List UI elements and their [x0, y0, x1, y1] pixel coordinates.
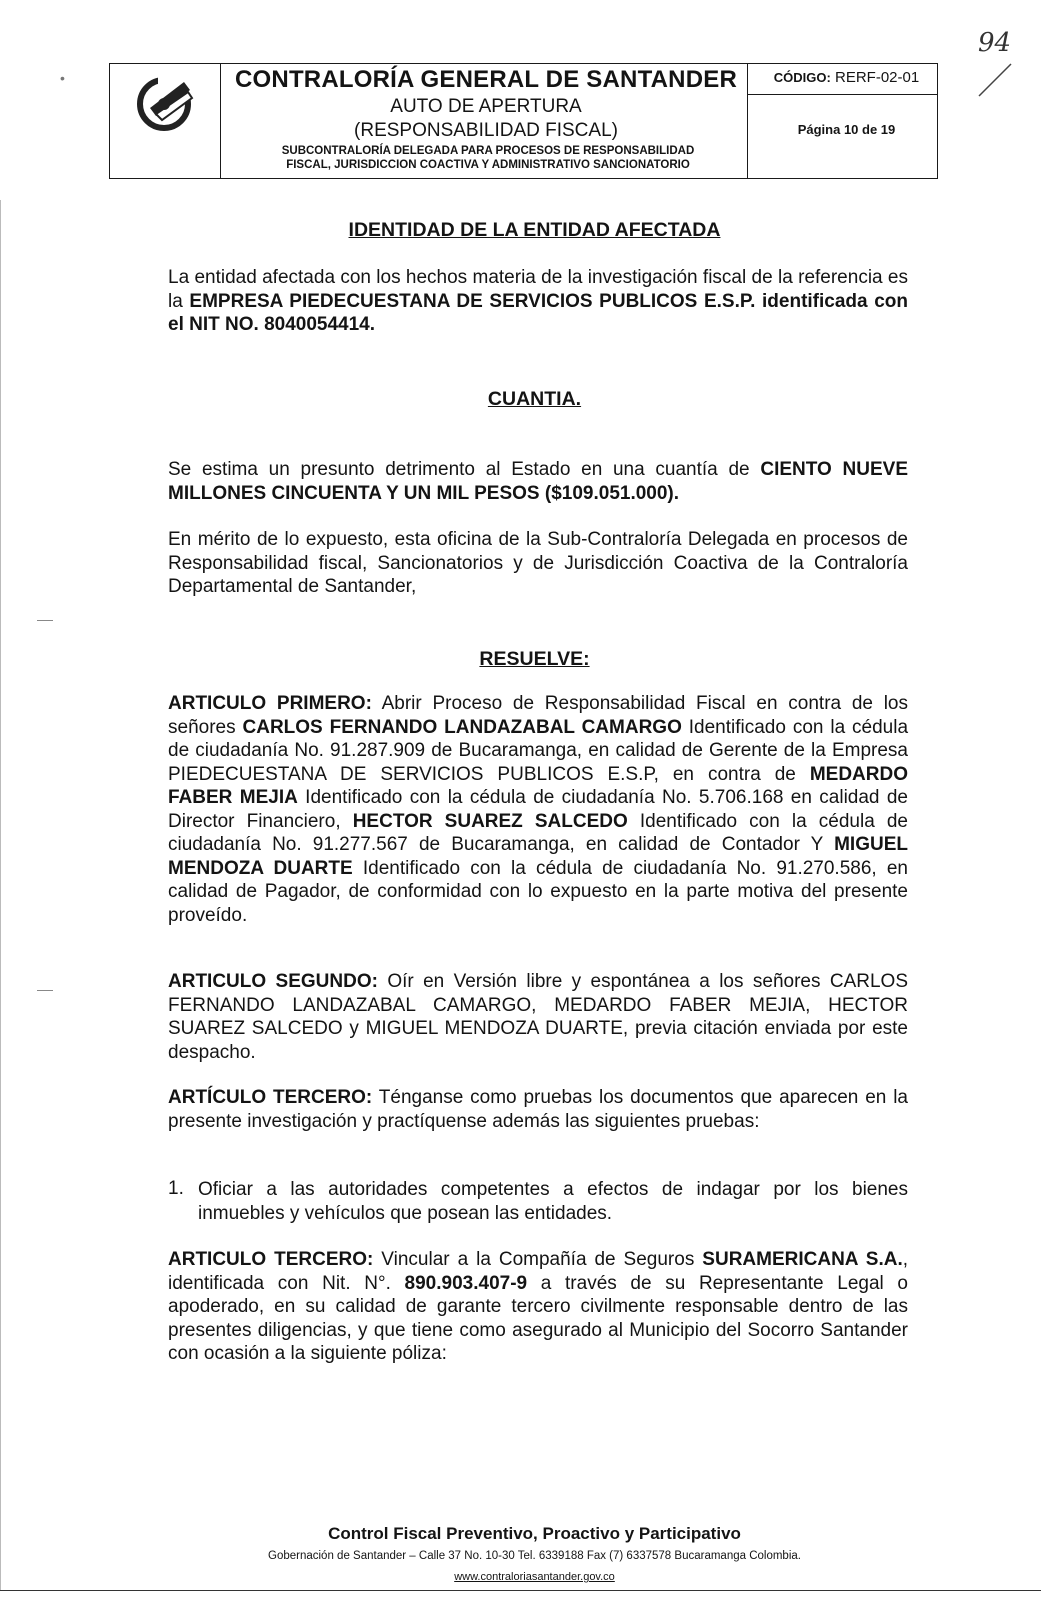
cuantia-amount: CIENTO NUEVE MILLONES CINCUENTA Y UN MIL PESOS ($109.051.000).	[168, 459, 908, 504]
margin-mark-1	[37, 620, 53, 621]
doc-subtype: (RESPONSABILIDAD FISCAL)	[354, 120, 618, 141]
org-name: CONTRALORÍA GENERAL DE SANTANDER	[235, 66, 737, 93]
footer-rule	[0, 1590, 1041, 1591]
cuantia-paragraph	[168, 458, 908, 505]
article-tercero-text: Ténganse como pruebas los documentos que aparecen en la presente investigación y practíquense además las siguientes pruebas:	[168, 1087, 908, 1132]
person-name-4: MIGUEL MENDOZA DUARTE	[168, 834, 908, 879]
vinculacion-text-1: Vincular a la Compañía de Seguros	[373, 1249, 703, 1270]
footer-address: Gobernación de Santander – Calle 37 No. 10-30 Tel. 6339188 Fax (7) 6337578 Bucaramanga Colombia.	[268, 1550, 801, 1562]
article-tercero-vinculacion-label: ARTICULO TERCERO:	[168, 1249, 374, 1270]
article-primero-text-4: Identificado con la cédula de ciudadanía No. 91.277.567 de Bucaramanga, en calidad de Contador Y	[168, 810, 909, 855]
subcontraloria-line-1: SUBCONTRALORÍA DELEGADA PARA PROCESOS DE RESPONSABILIDAD	[281, 145, 695, 157]
list-item-number: 1.	[168, 1178, 184, 1199]
folio-slash-mark	[975, 60, 1015, 100]
scan-dot-mark: •	[60, 70, 65, 86]
article-primero	[168, 692, 908, 927]
person-name-2: MEDARDO FABER MEJIA	[168, 763, 908, 808]
insurer-nit: 890.903.407-9	[404, 1272, 528, 1294]
cuantia-section-title: CUANTIA.	[487, 388, 582, 410]
page-number: Página 10 de 19	[797, 122, 896, 137]
affected-entity: EMPRESA PIEDECUESTANA DE SERVICIOS PUBLICOS E.S.P. identificada con el NIT NO. 8040054414.	[168, 290, 908, 335]
article-tercero-vinculacion	[168, 1248, 908, 1366]
code-label: CÓDIGO:	[773, 70, 831, 85]
article-tercero	[168, 1086, 908, 1133]
cuantia-text: Se estima un presunto detrimento al Estado en una cuantía de	[168, 459, 761, 480]
code-value: RERF-02-01	[835, 69, 920, 86]
logo-icon	[110, 64, 222, 178]
article-primero-text-3: Identificado con la cédula de ciudadanía No. 5.706.168 en calidad de Director Financiero,	[168, 787, 908, 832]
merito-paragraph: En mérito de lo expuesto, esta oficina de la Sub-Contraloría Delegada en procesos de Responsabilidad fiscal, Sancionatorios y de Jurisdicción Coactiva de la Contraloría Departamental de Santander,	[168, 529, 908, 597]
document-code	[748, 69, 945, 86]
footer-slogan: Control Fiscal Preventivo, Proactivo y Participativo	[328, 1524, 741, 1543]
article-primero-text-2: Identificado con la cédula de ciudadanía No. 91.287.909 de Bucaramanga, en calidad de Gerente de la Empresa PIEDECUESTANA DE SERVICIOS PUBLICOS E.S.P, en contra de	[168, 716, 909, 785]
person-name-1: CARLOS FERNANDO LANDAZABAL CAMARGO	[242, 716, 682, 738]
margin-mark-2	[37, 990, 53, 991]
scan-left-edge	[0, 200, 1, 1590]
article-primero-text-1: Abrir Proceso de Responsabilidad Fiscal en contra de los señores	[168, 693, 908, 738]
handwritten-folio: 94	[978, 28, 1012, 58]
contraloria-logo	[110, 64, 222, 178]
subcontraloria-name	[225, 144, 751, 172]
vinculacion-text-3: a través de su Representante Legal o apoderado, en su calidad de garante tercero civilmente responsable dentro de las presentes diligencias, y que tiene como asegurado al Municipio del Socorro Santander con ocasión a la siguiente póliza:	[168, 1272, 908, 1364]
article-primero-text-5: Identificado con la cédula de ciudadanía No. 91.270.586, en calidad de Pagador, de conformidad con lo expuesto en la parte motiva del presente proveído.	[168, 857, 908, 926]
footer-website: www.contraloriasantander.gov.co	[454, 1571, 615, 1583]
person-name-3: HECTOR SUAREZ SALCEDO	[352, 810, 628, 832]
identity-paragraph	[168, 266, 908, 337]
identity-text: La entidad afectada con los hechos materia de la investigación fiscal de la referencia es la	[168, 267, 908, 312]
document-header	[109, 63, 938, 179]
article-segundo-text: Oír en Versión libre y espontánea a los señores CARLOS FERNANDO LANDAZABAL CAMARGO, MEDARDO FABER MEJIA, HECTOR SUAREZ SALCEDO y MIGUEL MENDOZA DUARTE, previa citación enviada por este despacho.	[168, 971, 908, 1063]
article-primero-label: ARTICULO PRIMERO:	[168, 693, 372, 714]
resuelve-section-title: RESUELVE:	[479, 648, 590, 670]
doc-type: AUTO DE APERTURA	[390, 96, 582, 117]
subcontraloria-line-2: FISCAL, JURISDICCION COACTIVA Y ADMINISTRATIVO SANCIONATORIO	[286, 159, 690, 171]
article-segundo	[168, 970, 908, 1064]
vinculacion-text-2: , identificada con Nit. N°.	[168, 1249, 909, 1294]
list-item: Oficiar a las autoridades competentes a efectos de indagar por los bienes inmuebles y vehículos que posean las entidades.	[198, 1179, 908, 1224]
identity-section-title: IDENTIDAD DE LA ENTIDAD AFECTADA	[348, 219, 721, 241]
article-tercero-label: ARTÍCULO TERCERO:	[168, 1087, 373, 1108]
article-segundo-label: ARTICULO SEGUNDO:	[168, 971, 378, 992]
insurer-name: SURAMERICANA S.A.	[702, 1249, 903, 1270]
